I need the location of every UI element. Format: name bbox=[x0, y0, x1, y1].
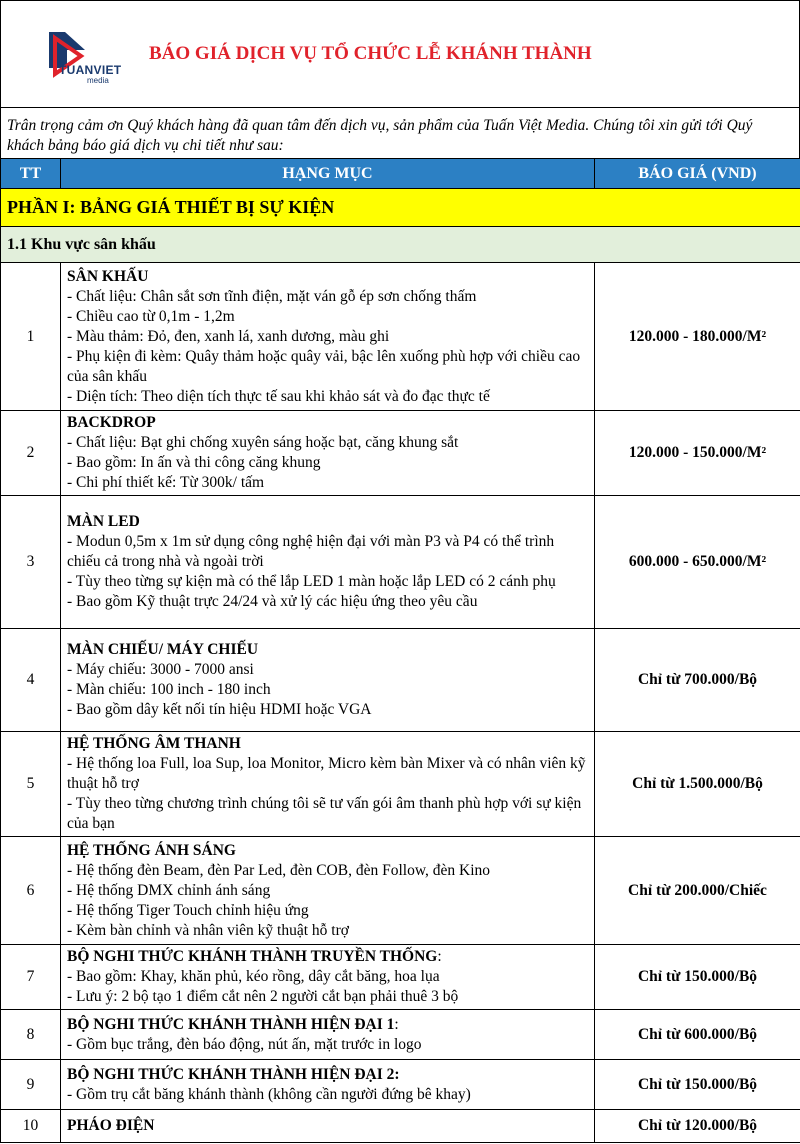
row-detail-line: - Bao gồm Kỹ thuật trực 24/24 và xử lý các hiệu ứng theo yêu cầu bbox=[67, 593, 478, 610]
row-title-text: HỆ THỐNG ÁNH SÁNG bbox=[67, 841, 236, 859]
row-description bbox=[61, 1110, 595, 1143]
row-title bbox=[67, 413, 588, 433]
row-detail-line: - Tùy theo từng sự kiện mà có thể lắp LED 1 màn hoặc lắp LED có 2 cánh phụ bbox=[67, 573, 556, 590]
row-detail-line: - Màu thảm: Đỏ, đen, xanh lá, xanh dương, màu ghi bbox=[67, 327, 390, 345]
row-title bbox=[67, 841, 588, 861]
logo-text: TUANVIET bbox=[59, 63, 122, 77]
row-detail-line: - Kèm bàn chỉnh và nhân viên kỹ thuật hỗ trợ bbox=[67, 921, 349, 939]
row-detail-line: - Chi phí thiết kế: Từ 300k/ tấm bbox=[67, 474, 265, 491]
section-title: PHẦN I: BẢNG GIÁ THIẾT BỊ SỰ KIỆN bbox=[1, 189, 800, 227]
row-detail-line: - Phụ kiện đi kèm: Quây thảm hoặc quây vải, bậc lên xuống phù hợp với chiều cao của sân khấu bbox=[67, 347, 581, 385]
row-number: 7 bbox=[1, 945, 61, 1010]
row-price: 120.000 - 180.000/M² bbox=[595, 263, 800, 411]
subsection-row bbox=[1, 227, 800, 263]
row-detail-line: - Hệ thống loa Full, loa Sup, loa Monitor, Micro kèm bàn Mixer và có nhân viên kỹ thuật hỗ trợ bbox=[67, 755, 586, 792]
row-title-text: MÀN CHIẾU/ MÁY CHIẾU bbox=[67, 641, 259, 658]
row-price: Chỉ từ 700.000/Bộ bbox=[595, 629, 800, 732]
row-number: 10 bbox=[1, 1110, 61, 1143]
row-title-text: BỘ NGHI THỨC KHÁNH THÀNH TRUYỀN THỐNG bbox=[67, 948, 438, 965]
table-row bbox=[1, 411, 800, 496]
col-tt: TT bbox=[1, 159, 61, 189]
row-detail-line: - Tùy theo từng chương trình chúng tôi sẽ tư vấn gói âm thanh phù hợp với sự kiện của bạn bbox=[67, 795, 582, 832]
intro-text: Trân trọng cảm ơn Quý khách hàng đã quan tâm đến dịch vụ, sản phẩm của Tuấn Việt Media. Chúng tôi xin gửi tới Quý khách bảng báo giá dịch vụ chi tiết như sau: bbox=[0, 107, 800, 158]
logo-sub: media bbox=[87, 76, 109, 85]
table-row bbox=[1, 732, 800, 837]
row-title bbox=[67, 267, 588, 287]
row-title bbox=[67, 1015, 588, 1035]
row-title bbox=[67, 947, 588, 967]
table-row bbox=[1, 1060, 800, 1110]
row-detail-line: - Chiều cao từ 0,1m - 1,2m bbox=[67, 307, 235, 325]
row-detail-line: - Bao gồm: In ấn và thi công căng khung bbox=[67, 454, 321, 471]
row-detail-line: - Lưu ý: 2 bộ tạo 1 điểm cắt nên 2 người cắt bạn phải thuê 3 bộ bbox=[67, 988, 459, 1005]
row-price: Chỉ từ 120.000/Bộ bbox=[595, 1110, 800, 1143]
row-detail-line: - Hệ thống Tiger Touch chỉnh hiệu ứng bbox=[67, 901, 309, 919]
row-description bbox=[61, 263, 595, 411]
table-row bbox=[1, 1110, 800, 1143]
row-title bbox=[67, 640, 588, 660]
row-detail-line: - Gồm bục trắng, đèn báo động, nút ấn, mặt trước in logo bbox=[67, 1035, 422, 1053]
row-description bbox=[61, 1060, 595, 1110]
row-detail-line: - Modun 0,5m x 1m sử dụng công nghệ hiện đại với màn P3 và P4 có thể trình chiếu cả trong nhà và ngoài trời bbox=[67, 533, 555, 570]
row-detail-line: - Màn chiếu: 100 inch - 180 inch bbox=[67, 681, 271, 698]
row-detail-line: - Máy chiếu: 3000 - 7000 ansi bbox=[67, 661, 254, 678]
row-title bbox=[67, 512, 588, 532]
row-title-text: PHÁO ĐIỆN bbox=[67, 1117, 155, 1134]
row-number: 9 bbox=[1, 1060, 61, 1110]
table-row bbox=[1, 496, 800, 629]
row-title bbox=[67, 1065, 588, 1085]
row-title-suffix: : bbox=[437, 948, 442, 965]
row-detail-line: - Chất liệu: Bạt ghi chống xuyên sáng hoặc bạt, căng khung sắt bbox=[67, 434, 459, 451]
table-row bbox=[1, 837, 800, 945]
row-detail-line: - Chất liệu: Chân sắt sơn tĩnh điện, mặt ván gỗ ép sơn chống thấm bbox=[67, 287, 477, 305]
row-title-text: BỘ NGHI THỨC KHÁNH THÀNH HIỆN ĐẠI 1 bbox=[67, 1015, 395, 1033]
row-price: 600.000 - 650.000/M² bbox=[595, 496, 800, 629]
table-header-row bbox=[1, 159, 800, 189]
row-detail-line: - Diện tích: Theo diện tích thực tế sau khi khảo sát và đo đạc thực tế bbox=[67, 387, 490, 405]
row-detail-line: - Gồm trụ cắt băng khánh thành (không cần người đứng bê khay) bbox=[67, 1085, 471, 1103]
row-title-text: MÀN LED bbox=[67, 513, 140, 530]
row-description bbox=[61, 1010, 595, 1060]
table-row bbox=[1, 629, 800, 732]
row-detail-line: - Hệ thống DMX chỉnh ánh sáng bbox=[67, 881, 271, 899]
row-title bbox=[67, 734, 588, 754]
row-number: 1 bbox=[1, 263, 61, 411]
subsection-title: 1.1 Khu vực sân khấu bbox=[1, 227, 800, 263]
row-description bbox=[61, 945, 595, 1010]
row-number: 4 bbox=[1, 629, 61, 732]
table-row bbox=[1, 263, 800, 411]
table-row bbox=[1, 945, 800, 1010]
row-price: Chỉ từ 200.000/Chiếc bbox=[595, 837, 800, 945]
row-detail-line: - Bao gồm dây kết nối tín hiệu HDMI hoặc VGA bbox=[67, 701, 372, 718]
row-price: Chỉ từ 150.000/Bộ bbox=[595, 945, 800, 1010]
row-price: Chỉ từ 150.000/Bộ bbox=[595, 1060, 800, 1110]
row-title-text: BACKDROP bbox=[67, 414, 156, 431]
row-description bbox=[61, 496, 595, 629]
row-title-suffix: : bbox=[394, 1015, 399, 1033]
row-detail-line: - Hệ thống đèn Beam, đèn Par Led, đèn COB, đèn Follow, đèn Kino bbox=[67, 861, 491, 879]
row-detail-line: - Bao gồm: Khay, khăn phủ, kéo rồng, dây cắt băng, hoa lụa bbox=[67, 968, 440, 985]
header bbox=[0, 0, 800, 107]
section-row bbox=[1, 189, 800, 227]
row-title-text: SÂN KHẤU bbox=[67, 267, 149, 285]
row-number: 2 bbox=[1, 411, 61, 496]
table-row bbox=[1, 1010, 800, 1060]
row-price: Chỉ từ 1.500.000/Bộ bbox=[595, 732, 800, 837]
row-description bbox=[61, 837, 595, 945]
row-number: 5 bbox=[1, 732, 61, 837]
col-price: BÁO GIÁ (VND) bbox=[595, 159, 800, 189]
row-title bbox=[67, 1116, 588, 1136]
row-title-text: HỆ THỐNG ÂM THANH bbox=[67, 735, 241, 752]
row-number: 8 bbox=[1, 1010, 61, 1060]
row-price: 120.000 - 150.000/M² bbox=[595, 411, 800, 496]
row-title-text: BỘ NGHI THỨC KHÁNH THÀNH HIỆN ĐẠI 2: bbox=[67, 1065, 400, 1083]
col-item: HẠNG MỤC bbox=[61, 159, 595, 189]
price-table bbox=[0, 158, 800, 1143]
row-description bbox=[61, 411, 595, 496]
row-number: 6 bbox=[1, 837, 61, 945]
row-description bbox=[61, 732, 595, 837]
row-description bbox=[61, 629, 595, 732]
row-number: 3 bbox=[1, 496, 61, 629]
page-title: BÁO GIÁ DỊCH VỤ TỔ CHỨC LỄ KHÁNH THÀNH bbox=[149, 43, 592, 64]
row-price: Chỉ từ 600.000/Bộ bbox=[595, 1010, 800, 1060]
